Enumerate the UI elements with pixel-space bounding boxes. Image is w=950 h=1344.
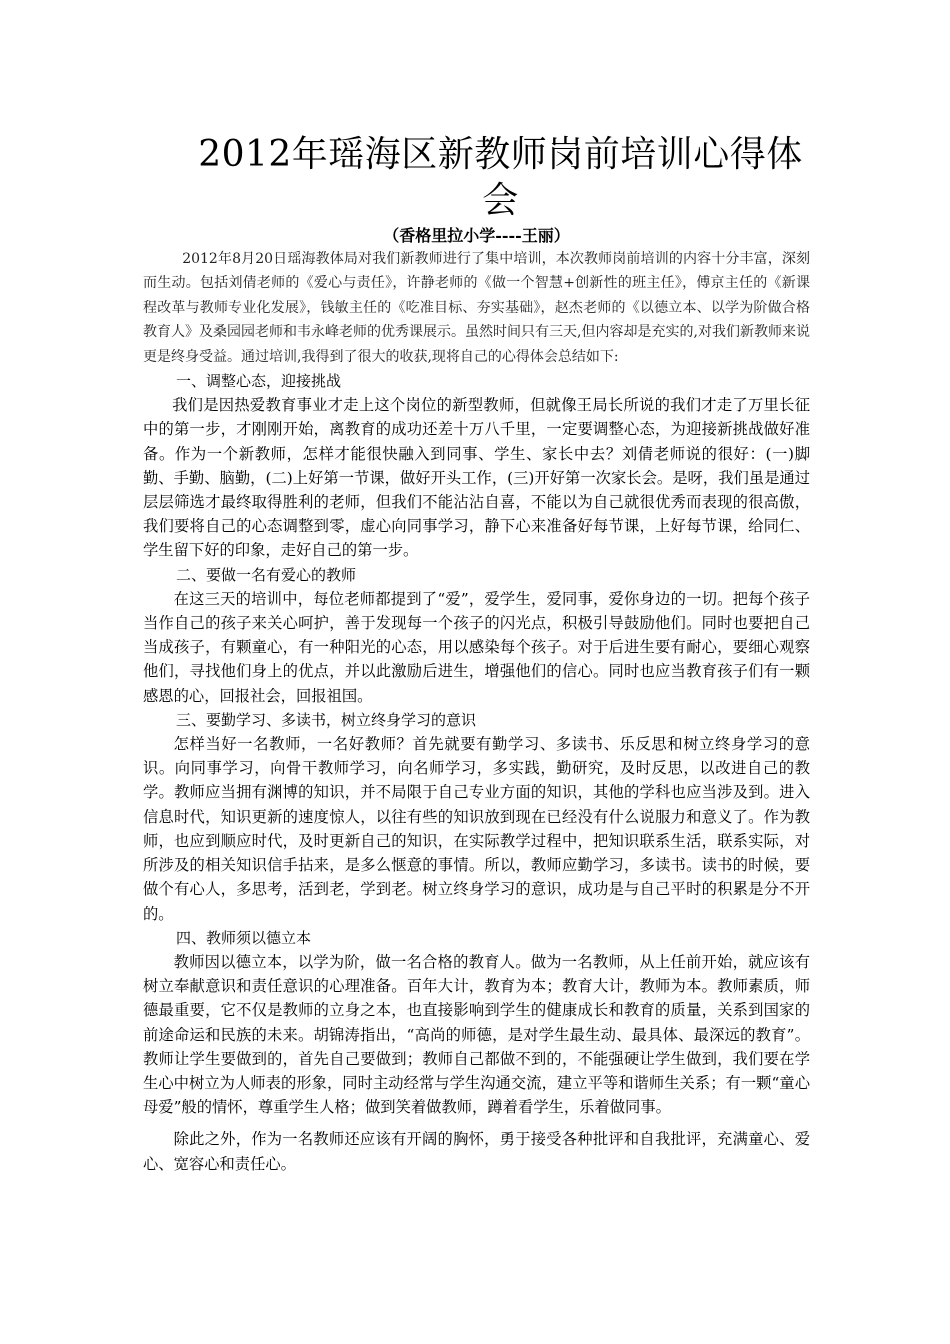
section-heading-4: 四、教师须以德立本 [176, 928, 312, 947]
section-heading-1: 一、调整心态，迎接挑战 [176, 372, 342, 391]
section-heading-2: 二、要做一名有爱心的教师 [176, 565, 357, 584]
paragraph-gap [143, 1119, 810, 1127]
section-heading-3: 三、要勤学习、多读书，树立终身学习的意识 [176, 710, 477, 729]
document-title: 2012年瑶海区新教师岗前培训心得体会 [198, 134, 803, 221]
author-subtitle: （香格里拉小学----王丽） [383, 226, 570, 245]
section-body-4: 教师因以德立本，以学为阶，做一名合格的教育人。做为一名教师，从上任前开始，就应该有树立奉献意识和责任意识的心理准备。百年大计，教育为本；教育大计，教师为本。教师素质，师德最重要，它不仅是教师的立身之本，也直接影响到学生的健康成长和教育的质量，关系到国家的前途命运和民族的未来。胡锦涛指出，“高尚的师德，是对学生最生动、最具体、最深远的教育”。教师让学生要做到的，首先自己要做到；教师自己都做不到的，不能强硬让学生做到，我们要在学生心中树立为人师表的形象，同时主动经常与学生沟通交流，建立平等和谐师生关系；有一颗“童心母爱”般的情怀，尊重学生人格；做到笑着做教师，蹲着看学生，乐着做同事。 [143, 952, 810, 1117]
section-body-3: 怎样当好一名教师，一名好教师？首先就要有勤学习、多读书、乐反思和树立终身学习的意识。向同事学习，向骨干教师学习，向名师学习，多实践，勤研究，及时反思，以改进自己的教学。教师应当拥有渊博的知识，并不局限于自己专业方面的知识，其他的学科也应当涉及到。进入信息时代，知识更新的速度惊人，以往有些的知识放到现在已经没有什么说服力和意义了。作为教师，也应到顺应时代，及时更新自己的知识，在实际教学过程中，把知识联系生活，联系实际，对所涉及的相关知识信手拈来，是多么惬意的事情。所以，教师应勤学习，多读书。读书的时候，要做个有心人，多思考，活到老，学到老。树立终身学习的意识，成功是与自己平时的积累是分不开的。 [143, 735, 810, 923]
section-body-2: 在这三天的培训中，每位老师都提到了“爱”，爱学生，爱同事，爱你身边的一切。把每个孩子当作自己的孩子来关心呵护，善于发现每一个孩子的闪光点，积极引导鼓励他们。同时也要把自己当成孩子，有颗童心，有一种阳光的心态，用以感染每个孩子。对于后进生要有耐心，要细心观察他们，寻找他们身上的优点，并以此激励后进生，增强他们的信心。同时也应当教育孩子们有一颗感恩的心，回报社会，回报祖国。 [143, 589, 810, 705]
document-body [143, 132, 810, 1176]
section-body-1: 我们是因热爱教育事业才走上这个岗位的新型教师，但就像王局长所说的我们才走了万里长征中的第一步，才刚刚开始，离教育的成功还差十万八千里，一定要调整心态，为迎接新挑战做好准备。作为一个新教师，怎样才能很快融入到同事、学生、家长中去？刘倩老师说的很好：(一)脚勤、手勤、脑勤，(二)上好第一节课，做好开头工作，(三)开好第一次家长会。是呀，我们虽是通过层层筛选才最终取得胜利的老师，但我们不能沾沾自喜，不能以为自己就很优秀而表现的很高傲，我们要将自己的心态调整到零，虚心向同事学习，静下心来准备好每节课，上好每节课，给同仁、学生留下好的印象，走好自己的第一步。 [143, 396, 810, 560]
closing-paragraph: 除此之外，作为一名教师还应该有开阔的胸怀，勇于接受各种批评和自我批评，充满童心、爱心、宽容心和责任心。 [143, 1130, 810, 1173]
intro-paragraph: 2012年8月20日瑶海教体局对我们新教师进行了集中培训，本次教师岗前培训的内容十分丰富，深刻而生动。包括刘倩老师的《爱心与责任》，许静老师的《做一个智慧+创新性的班主任》，傅京主任的《新课程改革与教师专业化发展》，钱敏主任的《吃准目标、夯实基础》，赵杰老师的《以德立本、以学为阶做合格教育人》及桑园园老师和韦永峰老师的优秀课展示。虽然时间只有三天,但内容却是充实的,对我们新教师来说更是终身受益。通过培训,我得到了很大的收获,现将自己的心得体会总结如下: [143, 251, 810, 365]
